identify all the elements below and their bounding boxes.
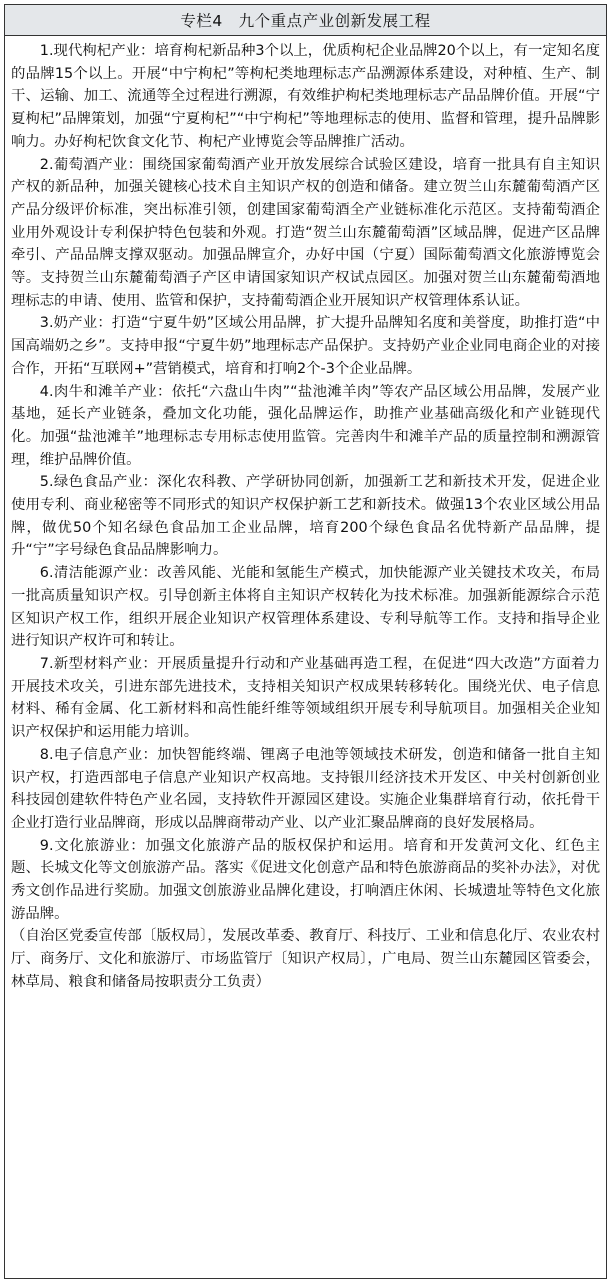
column-title: 专栏4 九个重点产业创新发展工程 xyxy=(180,12,431,30)
column-title-bar xyxy=(5,5,606,36)
paragraph-goji: 1.现代枸杞产业：培育枸杞新品种3个以上，优质枸杞企业品牌20个以上，有一定知名度的品牌15个以上。开展“中宁枸杞”等枸杞类地理标志产品溯源体系建设，对种植、生产、制干、运输、加工、流通等全过程进行溯源，有效维护枸杞类地理标志产品品牌价值。开展“宁夏枸杞”品牌策划，加强“宁夏枸杞”“中宁枸杞”等地理标志的使用、监督和管理，提升品牌影响力。办好枸杞饮食文化节、枸杞产业博览会等品牌推广活动。 xyxy=(11,43,600,150)
paragraph-dairy: 3.奶产业：打造“宁夏牛奶”区域公用品牌，扩大提升品牌知名度和美誉度，助推打造“中国高端奶之乡”。支持申报“宁夏牛奶”地理标志产品保护。支持奶产业企业同电商企业的对接合作，开拓“互联网+”营销模式，培育和打响2个-3个企业品牌。 xyxy=(11,315,600,377)
paragraph-electronics: 8.电子信息产业：加快智能终端、锂离子电池等领域技术研发，创造和储备一批自主知识产权，打造西部电子信息产业知识产权高地。支持银川经济技术开发区、中关村创新创业科技园创建软件特色产业名园，支持软件开源园区建设。实施企业集群培育行动，依托骨干企业打造行业品牌商，形成以品牌商带动产业、以产业汇聚品牌商的良好发展格局。 xyxy=(11,746,600,831)
paragraph-green-food: 5.绿色食品产业：深化农科教、产学研协同创新，加强新工艺和新技术开发，促进企业使用专利、商业秘密等不同形式的知识产权保护新工艺和新技术。做强13个农业区域公用品牌，做优50个知名绿色食品加工企业品牌，培育200个绿色食品名优特新产品品牌，提升“宁”字号绿色食品品牌影响力。 xyxy=(11,474,600,559)
paragraph-new-materials: 7.新型材料产业：开展质量提升行动和产业基础再造工程，在促进“四大改造”方面着力开展技术攻关，引进东部先进技术，支持相关知识产权成果转移转化。围绕光伏、电子信息材料、稀有金属、化工新材料和高性能纤维等领域组织开展专利导航项目。加强相关企业知识产权保护和运用能力培训。 xyxy=(11,655,600,741)
column-box xyxy=(4,4,607,1279)
paragraph-culture-tourism: 9.文化旅游业：加强文化旅游产品的版权保护和运用。培育和开发黄河文化、红色主题、长城文化等文创旅游产品。落实《促进文化创意产品和特色旅游商品的奖补办法》，对优秀文创作品进行奖励。加强文创旅游业品牌化建设，打响酒庄休闲、长城遗址等特色文化旅游品牌。 xyxy=(11,837,600,922)
paragraph-wine: 2.葡萄酒产业：围绕国家葡萄酒产业开放发展综合试验区建设，培育一批具有自主知识产权的新品种，加强关键核心技术自主知识产权的创造和储备。建立贺兰山东麓葡萄酒产区产品分级评价标准，突出标准引领，创建国家葡萄酒全产业链标准化示范区。支持葡萄酒企业用外观设计专利保护特色包装和外观。打造“贺兰山东麓葡萄酒”区域品牌，促进产区品牌牵引、产品品牌支撑双驱动。加强品牌宣介，办好中国（宁夏）国际葡萄酒文化旅游博览会等。支持贺兰山东麓葡萄酒子产区申请国家知识产权试点园区。加强对贺兰山东麓葡萄酒地理标志的申请、使用、监管和保护，支持葡萄酒企业开展知识产权管理体系认证。 xyxy=(11,156,600,309)
responsibility-note: （自治区党委宣传部〔版权局〕，发展改革委、教育厅、科技厅、工业和信息化厅、农业农村厅、商务厅、文化和旅游厅、市场监管厅〔知识产权局〕，广电局、贺兰山东麓园区管委会，林草局、粮食和储备局按职责分工负责） xyxy=(11,928,600,990)
paragraph-clean-energy: 6.清洁能源产业：改善风能、光能和氢能生产模式，加快能源产业关键技术攻关，布局一批高质量知识产权。引导创新主体将自主知识产权转化为技术标准。加强新能源综合示范区知识产权工作，组织开展企业知识产权管理体系建设、专利导航等工作。支持和指导企业进行知识产权许可和转让。 xyxy=(11,565,600,650)
paragraph-beef-lamb: 4.肉牛和滩羊产业：依托“六盘山牛肉”“盐池滩羊肉”等农产品区域公用品牌，发展产业基地，延长产业链条，叠加文化功能，强化品牌运作，助推产业基础高级化和产业链现代化。加强“盐池滩羊”地理标志专用标志使用监管。完善肉牛和滩羊产品的质量控制和溯源管理，维护品牌价值。 xyxy=(11,383,600,468)
column-body xyxy=(5,36,606,994)
